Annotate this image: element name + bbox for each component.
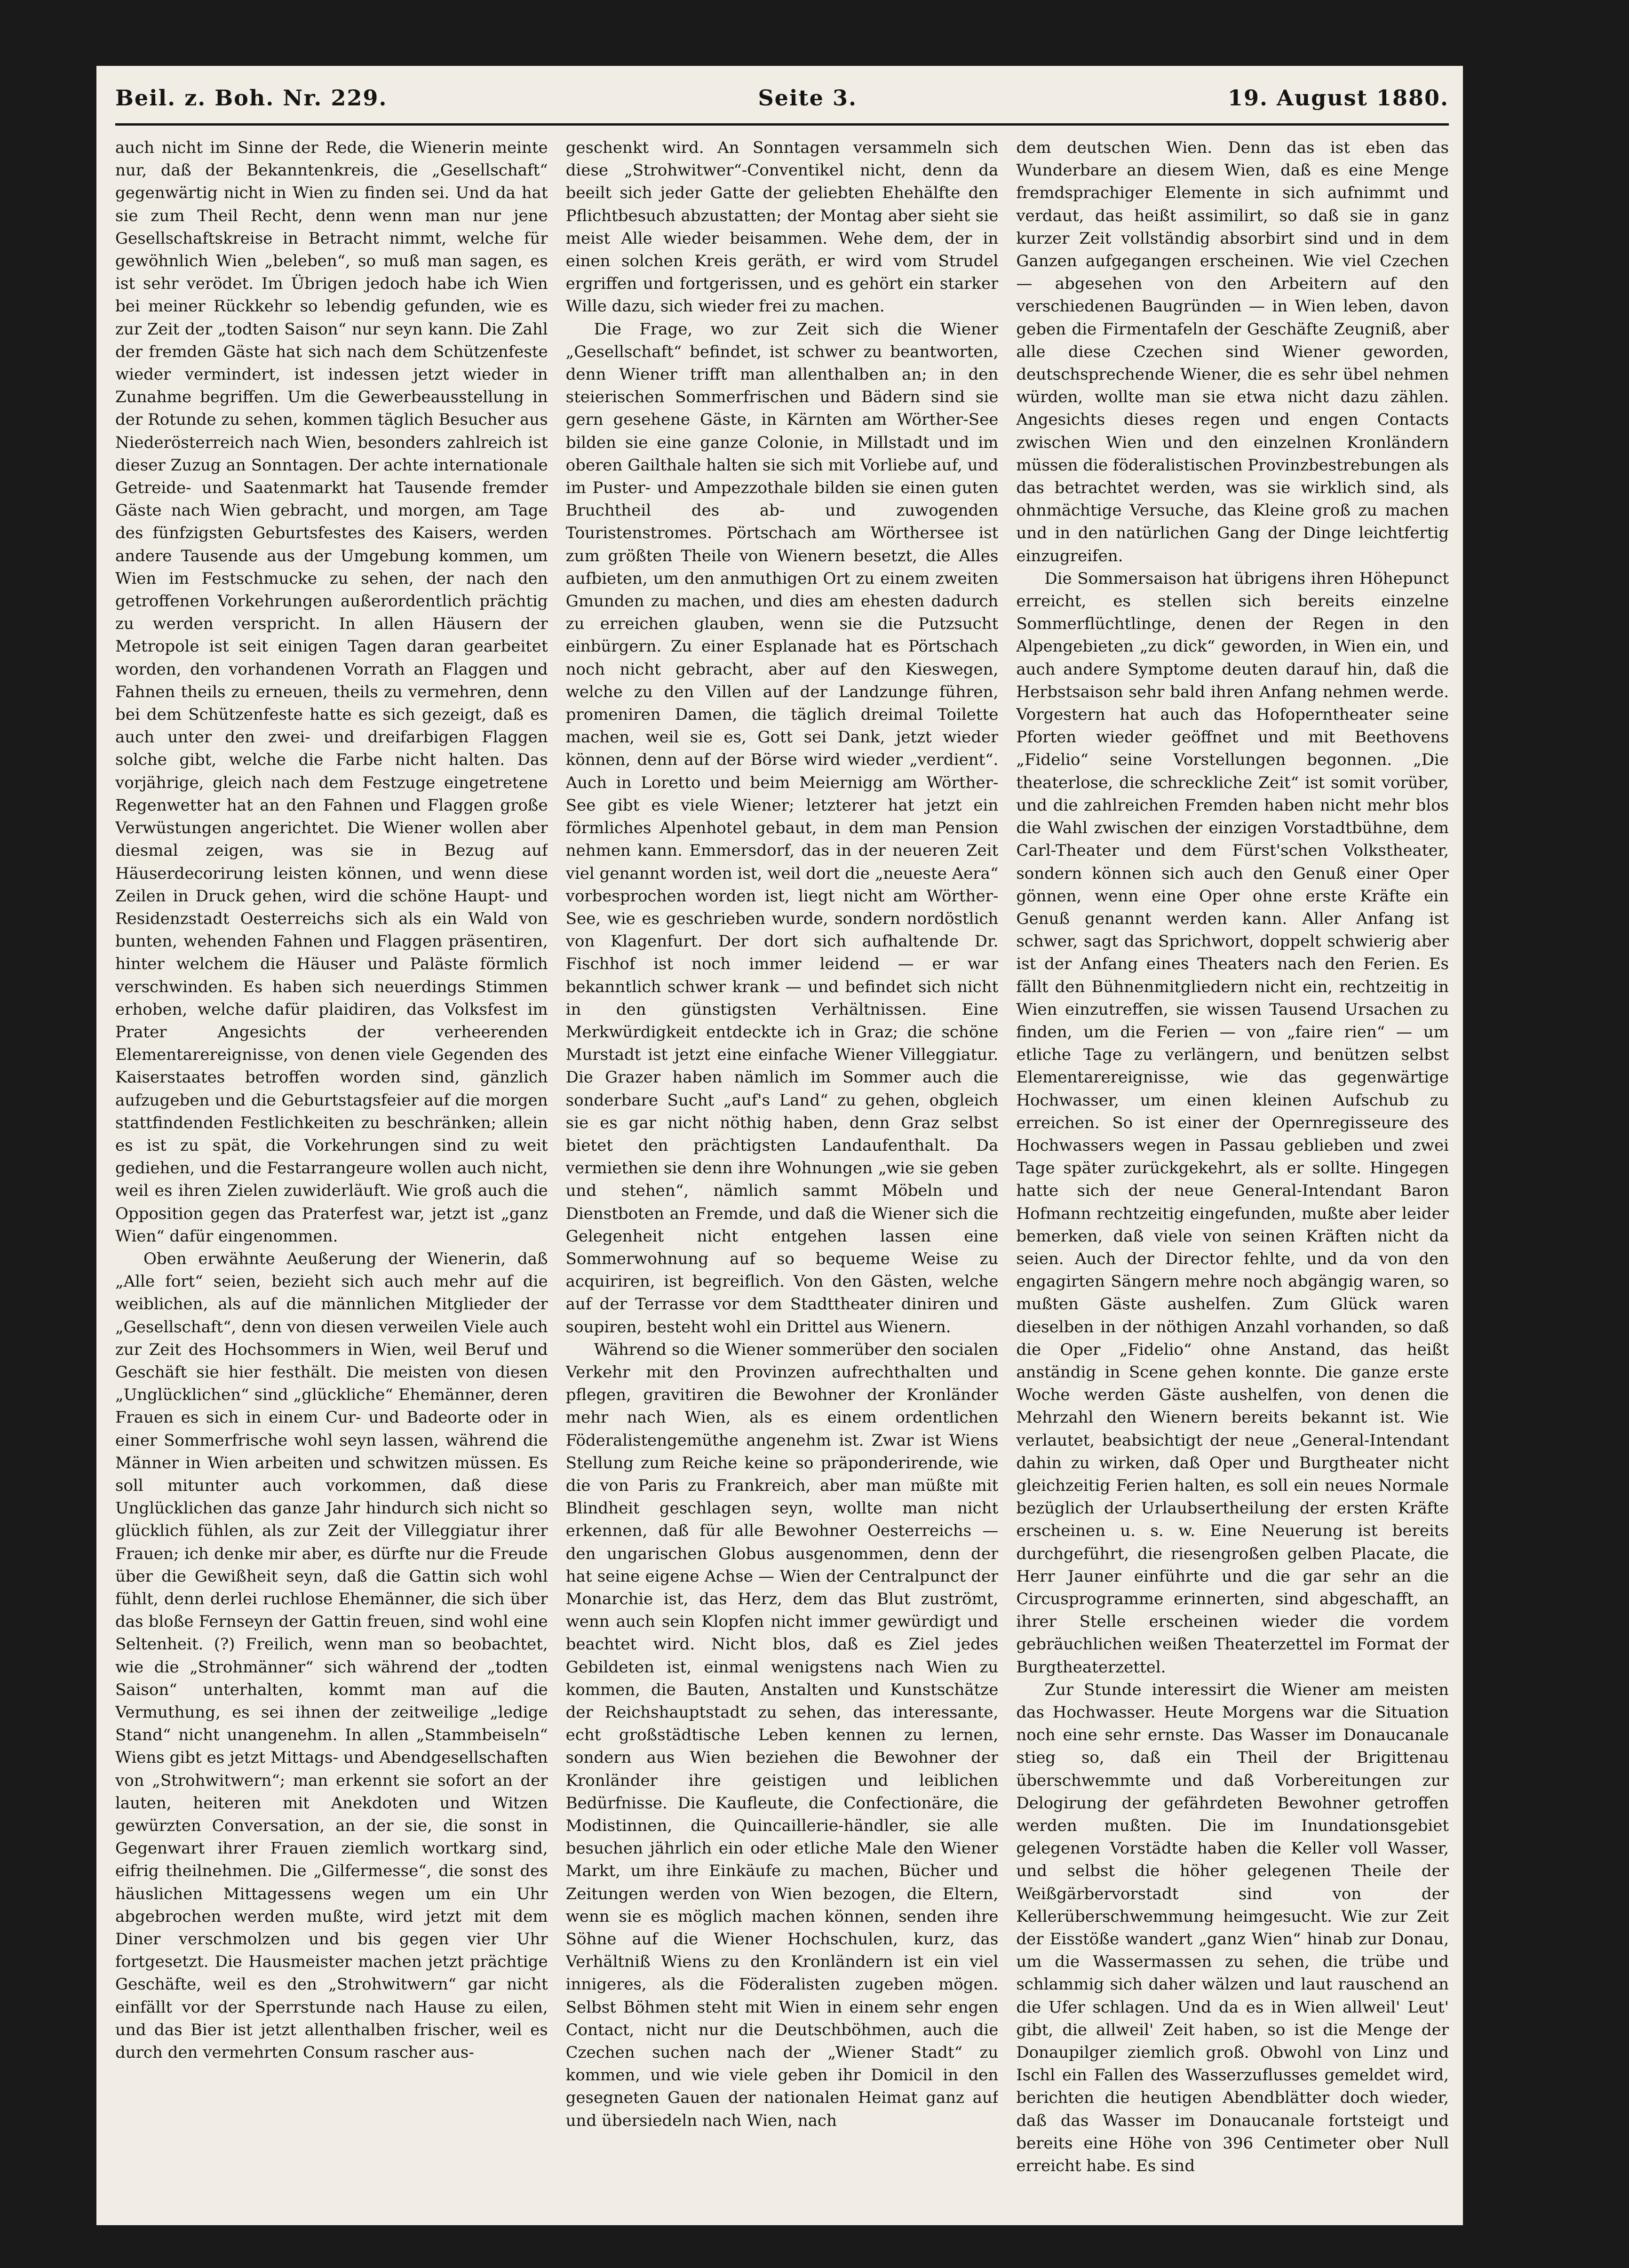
page-header [115, 79, 1449, 117]
header-issue: Beil. z. Boh. Nr. 229. [115, 85, 388, 111]
column-3 [1016, 136, 1449, 2211]
newspaper-page [96, 66, 1463, 2225]
paragraph: dem deutschen Wien. Denn das ist eben das Wunderbare an diesem Wien, daß es eine Menge fremdsprachiger Elemente in sich aufnimmt und verdaut, das heißt assimilirt, so daß sie in ganz kurzer Zeit vollständig absorbirt sind und in dem Ganzen aufgegangen erscheinen. Wie viel Czechen — abgesehen von den Arbeitern auf den verschiedenen Baugründen — in Wien leben, davon geben die Firmentafeln der Geschäfte Zeugniß, aber alle diese Czechen sind Wiener geworden, deutschsprechende Wiener, die es sehr übel nehmen würden, wollte man sie etwa nicht dazu zählen. Angesichts dieses regen und engen Contacts zwischen Wien und den einzelnen Kronländern müssen die föderalistischen Provinzbestrebungen als das betrachtet werden, was sie wirklich sind, als ohnmächtige Versuche, das Kleine groß zu machen und in den natürlichen Gang der Dinge leichtfertig einzugreifen. [1016, 138, 1449, 565]
paragraph: Die Frage, wo zur Zeit sich die Wiener „Gesellschaft“ befindet, ist schwer zu beantworten, denn Wiener trifft man allenthalben an; in den steierischen Sommerfrischen und Bädern sind sie gern gesehene Gäste, in Kärnten am Wörther-See bilden sie eine ganze Colonie, in Millstadt und im oberen Gailthale halten sie sich mit Vorliebe auf, und im Puster- und Ampezzothale bilden sie einen guten Bruchtheil des ab- und zuwogenden Touristenstromes. Pörtschach am Wörthersee ist zum größten Theile von Wienern besetzt, die Alles aufbieten, um den anmuthigen Ort zu einem zweiten Gmunden zu machen, und dies am ehesten dadurch zu erreichen glauben, wenn sie die Putzsucht einbürgern. Zu einer Esplanade hat es Pörtschach noch nicht gebracht, aber auf den Kieswegen, welche zu den Villen auf der Landzunge führen, promeniren Damen, die täglich dreimal Toilette machen, weil sie es, Gott sei Dank, jetzt wieder können, denn auf der Börse wird wieder „verdient“. Auch in Loretto und beim Meiernigg am Wörther-See gibt es viele Wiener; letzterer hat jetzt ein förmliches Alpenhotel gebaut, in dem man Pension nehmen kann. Emmersdorf, das in der neueren Zeit viel genannt worden ist, weil dort die „neueste Aera“ vorbesprochen worden ist, liegt nicht am Wörther-See, wie es geschrieben wurde, sondern nordöstlich von Klagenfurt. Der dort sich aufhaltende Dr. Fischhof ist noch immer leidend — er war bekanntlich schwer krank — und befindet sich nicht in den günstigsten Verhältnissen. Eine Merkwürdigkeit entdeckte ich in Graz; die schöne Murstadt ist jetzt eine einfache Wiener Villeggiatur. Die Grazer haben nämlich im Sommer auch die sonderbare Sucht „auf's Land“ zu gehen, obgleich sie es gar nicht nöthig haben, denn Graz selbst bietet den prächtigsten Landaufenthalt. Da vermiethen sie denn ihre Wohnungen „wie sie geben und stehen“, nämlich sammt Möbeln und Dienstboten an Fremde, und daß die Wiener sich die Gelegenheit nicht entgehen lassen eine Sommerwohnung auf so bequeme Weise zu acquiriren, ist begreiflich. Von den Gästen, welche auf der Terrasse vor dem Stadttheater diniren und soupiren, besteht wohl ein Drittel aus Wienern. [565, 319, 999, 1337]
paragraph: Zur Stunde interessirt die Wiener am meisten das Hochwasser. Heute Morgens war die Situation noch eine sehr ernste. Das Wasser im Donaucanale stieg so, daß ein Theil der Brigittenau überschwemmte und daß Vorbereitungen zur Delogirung der gefährdeten Bewohner getroffen werden mußten. Die im Inundationsgebiet gelegenen Vorstädte haben die Keller voll Wasser, und selbst die höher gelegenen Theile der Weißgärbervorstadt sind von der Kellerüberschwemmung heimgesucht. Wie zur Zeit der Eisstöße wandert „ganz Wien“ hinab zur Donau, um die Wassermassen zu sehen, die trübe und schlammig sich daher wälzen und laut rauschend an die Ufer schlagen. Und da es in Wien allweil' Leut' gibt, die allweil' Zeit haben, so ist die Menge der Donaupilger ziemlich groß. Obwohl von Linz und Ischl ein Fallen des Wasserzuflusses gemeldet wird, berichten die heutigen Abendblätter doch wieder, daß das Wasser im Donaucanale fortsteigt und bereits eine Höhe von 396 Centimeter ober Null erreicht habe. Es sind [1016, 1680, 1449, 2176]
paragraph: geschenkt wird. An Sonntagen versammeln sich diese „Strohwitwer“-Conventikel nicht, denn da beeilt sich jeder Gatte der geliebten Ehehälfte den Pflichtbesuch abzustatten; der Montag aber sieht sie meist Alle wieder beisammen. Wehe dem, der in einen solchen Kreis geräth, er wird vom Strudel ergriffen und fortgerissen, und es gehört ein starker Wille dazu, sich wieder frei zu machen. [565, 138, 999, 316]
paragraph: auch nicht im Sinne der Rede, die Wienerin meinte nur, daß der Bekanntenkreis, die „Gesellschaft“ gegenwärtig nicht in Wien zu finden sei. Und da hat sie zum Theil Recht, denn wenn man nur jene Gesellschaftskreise in Betracht nimmt, welche für gewöhnlich Wien „beleben“, so muß man sagen, es ist sehr verödet. Im Übrigen jedoch habe ich Wien bei meiner Rückkehr so lebendig gefunden, wie es zur Zeit der „todten Saison“ nur seyn kann. Die Zahl der fremden Gäste hat sich nach dem Schützenfeste wieder vermindert, ist indessen jetzt wieder in Zunahme begriffen. Um die Gewerbeausstellung in der Rotunde zu sehen, kommen täglich Besucher aus Niederösterreich nach Wien, besonders zahlreich ist dieser Zuzug an Sonntagen. Der achte internationale Getreide- und Saatenmarkt hat Tausende fremder Gäste nach Wien gebracht, und morgen, am Tage des fünfzigsten Geburtsfestes des Kaisers, werden andere Tausende aus der Umgebung kommen, um Wien im Festschmucke zu sehen, der nach den getroffenen Vorkehrungen außerordentlich prächtig zu werden verspricht. In allen Häusern der Metropole ist seit einigen Tagen daran gearbeitet worden, den vorhandenen Vorrath an Flaggen und Fahnen theils zu erneuen, theils zu vermehren, denn bei dem Schützenfeste hatte es sich gezeigt, daß es auch unter den zwei- und dreifarbigen Flaggen solche gibt, welche die Farbe nicht halten. Das vorjährige, gleich nach dem Festzuge eingetretene Regenwetter hat an den Fahnen und Flaggen große Verwüstungen angerichtet. Die Wiener wollen aber diesmal zeigen, was sie in Bezug auf Häuserdecorirung leisten können, und wenn diese Zeilen in Druck gehen, wird die schöne Haupt- und Residenzstadt Oesterreichs sich als ein Wald von bunten, wehenden Fahnen und Flaggen präsentiren, hinter welchem die Häuser und Paläste förmlich verschwinden. Es haben sich neuerdings Stimmen erhoben, welche dafür plaidiren, das Volksfest im Prater Angesichts der verheerenden Elementarereignisse, von denen viele Gegenden des Kaiserstaates betroffen worden sind, gänzlich aufzugeben und die Geburtstagsfeier auf die morgen stattfindenden Festlichkeiten zu beschränken; allein es ist zu spät, die Vorkehrungen sind zu weit gediehen, und die Festarrangeure wollen auch nicht, weil es ihren Zielen zuwiderläuft. Wie groß auch die Opposition gegen das Praterfest war, jetzt ist „ganz Wien“ dafür eingenommen. [115, 138, 548, 1246]
column-2 [566, 136, 999, 2211]
header-page-number: Seite 3. [758, 85, 857, 111]
paragraph: Oben erwähnte Aeußerung der Wienerin, daß „Alle fort“ seien, bezieht sich auch mehr auf die weiblichen, als auf die männlichen Mitglieder der „Gesellschaft“, denn von diesen verweilen Viele auch zur Zeit des Hochsommers in Wien, weil Beruf und Geschäft sie hier festhält. Die meisten von diesen „Unglücklichen“ sind „glückliche“ Ehemänner, deren Frauen es sich in einem Cur- und Badeorte oder in einer Sommerfrische wohl seyn lassen, während die Männer in Wien arbeiten und schwitzen müssen. Es soll mitunter auch vorkommen, daß diese Unglücklichen das ganze Jahr hindurch sich nicht so glücklich fühlen, als zur Zeit der Villeggiatur ihrer Frauen; ich denke mir aber, es dürfte nur die Freude über die Gewißheit seyn, daß die Gattin sich wohl fühlt, denn derlei ruchlose Ehemänner, die sich über das bloße Fernseyn der Gattin freuen, sind wohl eine Seltenheit. (?) Freilich, wenn man so beobachtet, wie die „Strohmänner“ sich während der „todten Saison“ unterhalten, kommt man auf die Vermuthung, es sei ihnen der zeitweilige „ledige Stand“ nicht unangenehm. In allen „Stammbeiseln“ Wiens gibt es jetzt Mittags- und Abendgesellschaften von „Strohwitwern“; man erkennt sie sofort an der lauten, heiteren mit Anekdoten und Witzen gewürzten Conversation, an der sie, die sonst in Gegenwart ihrer Frauen ziemlich wortkarg sind, eifrig theilnehmen. Die „Gilfermesse“, die sonst des häuslichen Mittagessens wegen um ein Uhr abgebrochen werden mußte, wird jetzt mit dem Diner verschmolzen und bis gegen vier Uhr fortgesetzt. Die Hausmeister machen jetzt prächtige Geschäfte, weil es den „Strohwitwern“ gar nicht einfällt vor der Sperrstunde nach Hause zu eilen, und das Bier ist jetzt allenthalben frischer, weil es durch den vermehrten Consum rascher aus- [115, 1249, 548, 2062]
header-rule [115, 123, 1449, 126]
column-1 [115, 136, 548, 2211]
text-columns [115, 136, 1449, 2211]
paragraph: Während so die Wiener sommerüber den socialen Verkehr mit den Provinzen aufrechthalten und pflegen, gravitiren die Bewohner der Kronländer mehr nach Wien, als es einem ordentlichen Föderalistengemüthe angenehm ist. Zwar ist Wiens Stellung zum Reiche keine so präponderirende, wie die von Paris zu Frankreich, aber man müßte mit Blindheit geschlagen seyn, wollte man nicht erkennen, daß für alle Bewohner Oesterreichs — den ungarischen Globus ausgenommen, denn der hat seine eigene Achse — Wien der Centralpunct der Monarchie ist, das Herz, dem das Blut zuströmt, wenn auch sein Klopfen nicht immer gewürdigt und beachtet wird. Nicht blos, daß es Ziel jedes Gebildeten ist, einmal wenigstens nach Wien zu kommen, die Bauten, Anstalten und Kunstschätze der Reichshauptstadt zu sehen, das interessante, echt großstädtische Leben kennen zu lernen, sondern aus Wien beziehen die Bewohner der Kronländer ihre geistigen und leiblichen Bedürfnisse. Die Kaufleute, die Confectionäre, die Modistinnen, die Quincaillerie-händler, sie alle besuchen jährlich ein oder etliche Male den Wiener Markt, um ihre Einkäufe zu machen, Bücher und Zeitungen werden von Wien bezogen, die Eltern, wenn sie es möglich machen können, senden ihre Söhne auf die Wiener Hochschulen, kurz, das Verhältniß Wiens zu den Kronländern ist ein viel innigeres, als die Föderalisten zugeben mögen. Selbst Böhmen steht mit Wien in einem sehr engen Contact, nicht nur die Deutschböhmen, auch die Czechen suchen nach der „Wiener Stadt“ zu kommen, und wie viele geben ihr Domicil in den gesegneten Gauen der nationalen Heimat ganz auf und übersiedeln nach Wien, nach [565, 1340, 999, 2130]
paragraph: Die Sommersaison hat übrigens ihren Höhepunct erreicht, es stellen sich bereits einzelne Sommerflüchtlinge, denen der Regen in den Alpengebieten „zu dick“ geworden, in Wien ein, und auch andere Symptome deuten darauf hin, daß die Herbstsaison sehr bald ihren Anfang nehmen werde. Vorgestern hat auch das Hofoperntheater seine Pforten wieder geöffnet und mit Beethovens „Fidelio“ seine Vorstellungen begonnen. „Die theaterlose, die schreckliche Zeit“ ist somit vorüber, und die zahlreichen Fremden haben nicht mehr blos die Wahl zwischen der einzigen Vorstadtbühne, dem Carl-Theater und dem Fürst'schen Volkstheater, sondern können sich auch den Genuß einer Oper gönnen, wenn eine Oper ohne erste Kräfte ein Genuß genannt werden kann. Aller Anfang ist schwer, sagt das Sprichwort, doppelt schwierig aber ist der Anfang eines Theaters nach den Ferien. Es fällt den Bühnenmitgliedern nicht ein, rechtzeitig in Wien einzutreffen, sie wissen Tausend Ursachen zu finden, um die Ferien — von „faire rien“ — um etliche Tage zu verlängern, und benützen selbst Elementarereignisse, wie das gegenwärtige Hochwasser, um einen kleinen Aufschub zu erreichen. So ist einer der Opernregisseure des Hochwassers wegen in Passau geblieben und zwei Tage später zurückgekehrt, als er sollte. Hingegen hatte sich der neue General-Intendant Baron Hofmann rechtzeitig eingefunden, mußte aber leider bemerken, daß viele von seinen Kräften nicht da seien. Auch der Director fehlte, und da von den engagirten Sängern mehre noch abgängig waren, so mußten Gäste aushelfen. Zum Glück waren dieselben in der nöthigen Anzahl vorhanden, so daß die Oper „Fidelio“ ohne Anstand, das heißt anständig in Scene gehen konnte. Die ganze erste Woche werden Gäste aushelfen, von denen die Mehrzahl den Wienern bereits bekannt ist. Wie verlautet, beabsichtigt der neue „General-Intendant dahin zu wirken, daß Oper und Burgtheater nicht gleichzeitig Ferien halten, es soll ein neues Normale bezüglich der Urlaubsertheilung der ersten Kräfte erscheinen u. s. w. Eine Neuerung ist bereits durchgeführt, die riesengroßen gelben Placate, die Herr Jauner einführte und die gar sehr an die Circusprogramme erinnerten, sind abgeschafft, an ihrer Stelle erscheinen wieder die vordem gebräuchlichen weißen Theaterzettel im Format der Burgtheaterzettel. [1016, 569, 1449, 1677]
header-date: 19. August 1880. [1227, 85, 1449, 111]
